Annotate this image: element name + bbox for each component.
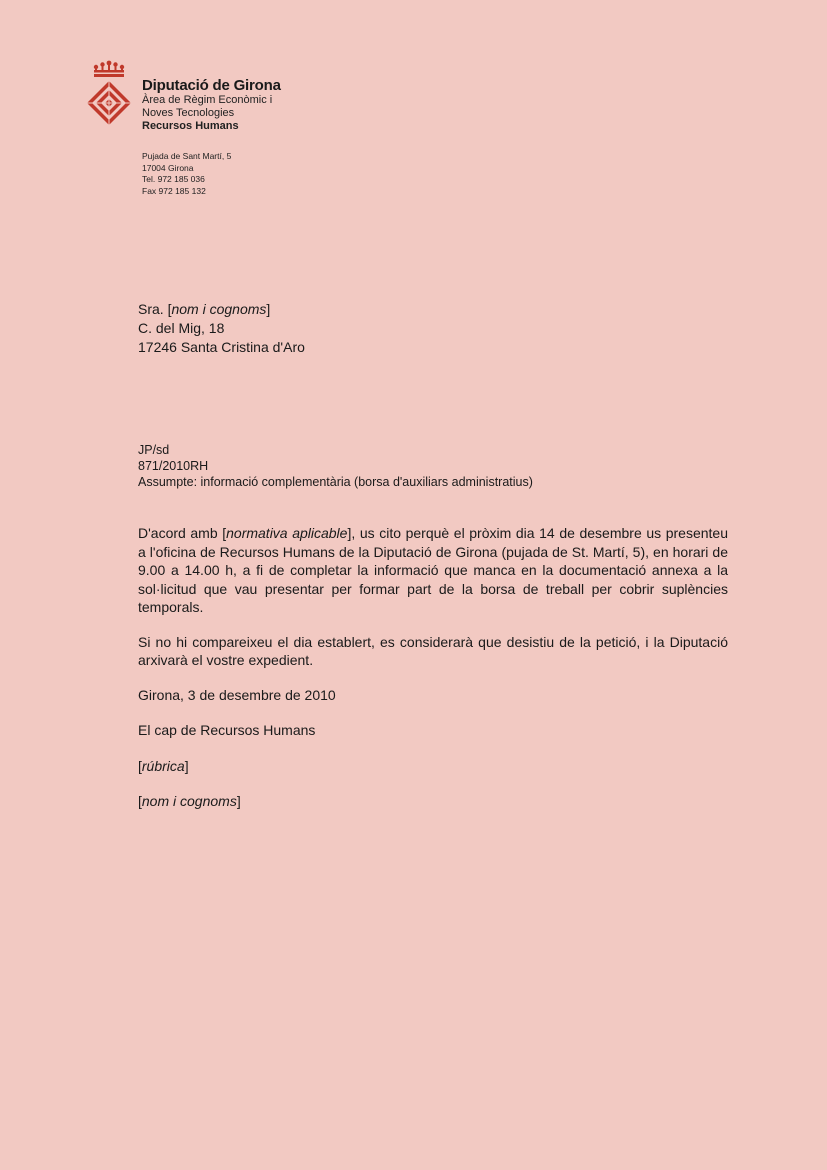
- rubrica-placeholder: rúbrica: [141, 757, 185, 774]
- signer-name-placeholder: nom i cognoms: [141, 793, 237, 809]
- contact-postal-city: 17004 Girona: [142, 162, 194, 173]
- ref-subject: Assumpte: informació complementària (borsa d'auxiliars administratius): [138, 475, 533, 489]
- bracket-open: [: [138, 757, 142, 774]
- contact-phone: Tel. 972 185 036: [142, 174, 205, 184]
- recipient-name-placeholder: nom i cognoms: [171, 301, 267, 317]
- regulation-placeholder: normativa aplicable: [226, 525, 348, 541]
- place-date: Girona, 3 de desembre de 2010: [138, 686, 336, 703]
- letterhead-org: [142, 78, 281, 133]
- salutation-suffix: ]: [266, 301, 271, 317]
- area-line-1: Àrea de Règim Econòmic i: [142, 94, 273, 106]
- area-line-2: Noves Tecnologies: [142, 107, 235, 119]
- ref-file-number: 871/2010RH: [138, 459, 209, 473]
- ref-initials: JP/sd: [138, 443, 170, 457]
- signature-placeholder: [138, 757, 728, 776]
- signer-title: El cap de Recursos Humans: [138, 722, 316, 738]
- bracket-open: [: [138, 793, 142, 809]
- recipient-block: [138, 300, 305, 357]
- letter-body: [138, 524, 728, 811]
- letterhead-contact: [142, 151, 231, 197]
- diputacio-crest-logo: [84, 60, 134, 130]
- reference-block: [138, 442, 533, 490]
- paragraph-summons: [138, 524, 728, 617]
- signer-name: [138, 792, 728, 811]
- recipient-name: [138, 300, 305, 319]
- paragraph-warning: Si no hi compareixeu el dia establert, es considerarà que desistiu de la petició, i la Diputació arxivarà el vostre expedient.: [138, 633, 728, 668]
- recipient-city: 17246 Santa Cristina d'Aro: [138, 339, 305, 355]
- department-name: Recursos Humans: [142, 120, 239, 132]
- p1-rest: ], us cito perquè el pròxim dia 14 de desembre us presenteu a l'oficina de Recursos Humans de la Diputació de Girona (pujada de St. Martí, 5), en horari de 9.00 a 14.00 h, a fi de completar la informació que manca en la documentació annexa a la sol·licitud que vau presentar per formar part de la borsa de treball per cobrir suplències temporals.: [138, 525, 728, 615]
- salutation-prefix: Sra. [: [138, 301, 172, 317]
- org-name: Diputació de Girona: [142, 77, 281, 94]
- contact-address: Pujada de Sant Martí, 5: [142, 151, 232, 161]
- p1-start: D'acord amb [: [138, 525, 227, 541]
- bracket-close: ]: [236, 793, 241, 809]
- recipient-street: C. del Mig, 18: [138, 320, 225, 336]
- contact-fax: Fax 972 185 132: [142, 185, 206, 196]
- bracket-close: ]: [184, 757, 189, 774]
